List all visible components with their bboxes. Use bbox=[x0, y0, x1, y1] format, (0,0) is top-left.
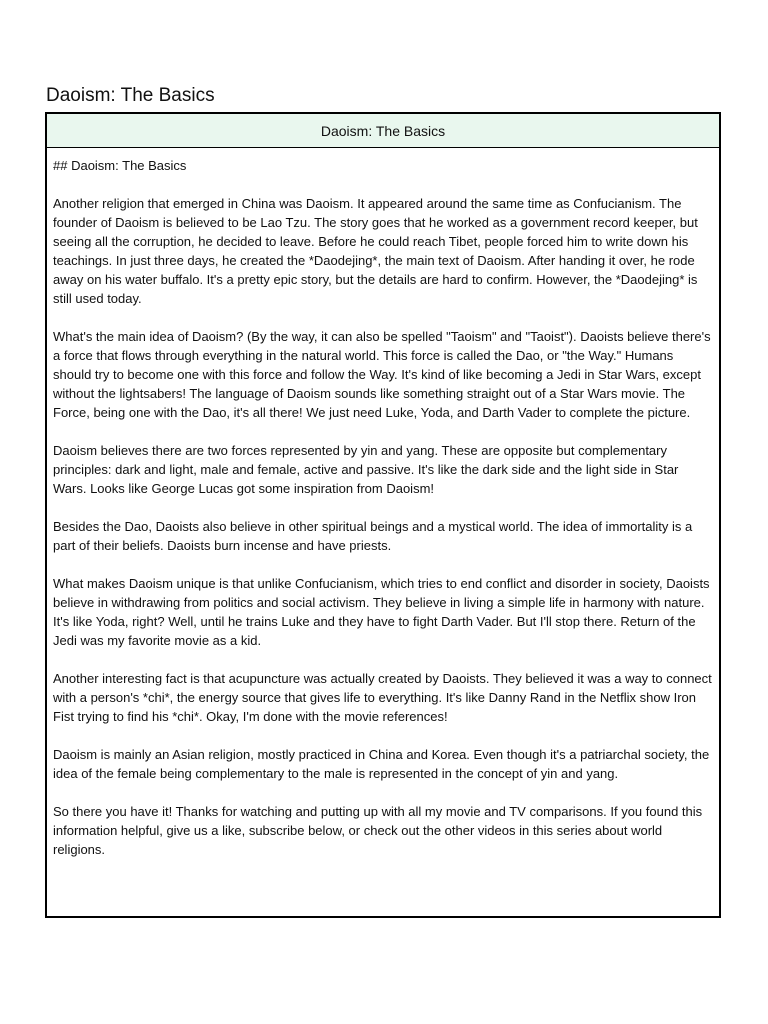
paragraph-yin-yang: Daoism believes there are two forces represented by yin and yang. These are opposite but complementary principles: dark and light, male and female, active and passive. It's like the dark side and the light side in Star Wars. Looks like George Lucas got some inspiration from Daoism! bbox=[53, 443, 679, 496]
markdown-heading-line: ## Daoism: The Basics bbox=[53, 158, 187, 173]
paragraph-closing: So there you have it! Thanks for watching and putting up with all my movie and TV comparisons. If you found this information helpful, give us a like, subscribe below, or check out the other videos in this series about world religions. bbox=[53, 804, 703, 857]
paragraph-main-idea: What's the main idea of Daoism? (By the way, it can also be spelled "Taoism" and "Taoist"). Daoists believe there's a force that flows through everything in the natural world. This force is called the Dao, or "the Way." Humans should try to become one with this force and follow the Way. It's kind of like becoming a Jedi in Star Wars, except without the lightsabers! The language of Daoism sounds like something straight out of a Star Wars movie. The Force, being one with the Dao, it's all there! We just need Luke, Yoda, and Darth Vader to complete the picture. bbox=[53, 329, 711, 420]
paragraph-acupuncture: Another interesting fact is that acupuncture was actually created by Daoists. They believed it was a way to connect with a person's *chi*, the energy source that gives life to everything. It's like Danny Rand in the Netflix show Iron Fist trying to find his *chi*. Okay, I'm done with the movie references! bbox=[53, 671, 712, 724]
document-table bbox=[45, 112, 721, 918]
paragraph-practice: Daoism is mainly an Asian religion, mostly practiced in China and Korea. Even though it's a patriarchal society, the idea of the female being complementary to the male is represented in the concept of yin and yang. bbox=[53, 747, 710, 781]
page-title: Daoism: The Basics bbox=[46, 85, 215, 106]
paragraph-origins: Another religion that emerged in China was Daoism. It appeared around the same time as Confucianism. The founder of Daoism is believed to be Lao Tzu. The story goes that he worked as a government record keeper, but seeing all the corruption, he decided to leave. Before he could reach Tibet, people forced him to write down his teachings. In just three days, he created the *Daodejing*, the main text of Daoism. After handing it over, he rode away on his water buffalo. It's a pretty epic story, but the details are hard to confirm. However, the *Daodejing* is still used today. bbox=[53, 196, 698, 306]
table-body bbox=[47, 148, 719, 859]
paragraph-spiritual-beings: Besides the Dao, Daoists also believe in other spiritual beings and a mystical world. The idea of immortality is a part of their beliefs. Daoists burn incense and have priests. bbox=[53, 519, 693, 553]
paragraph-uniqueness: What makes Daoism unique is that unlike Confucianism, which tries to end conflict and disorder in society, Daoists believe in withdrawing from politics and social activism. They believe in living a simple life in harmony with nature. It's like Yoda, right? Well, until he trains Luke and they have to fight Darth Vader. But I'll stop there. Return of the Jedi was my favorite movie as a kid. bbox=[53, 576, 710, 648]
table-header: Daoism: The Basics bbox=[47, 114, 719, 148]
